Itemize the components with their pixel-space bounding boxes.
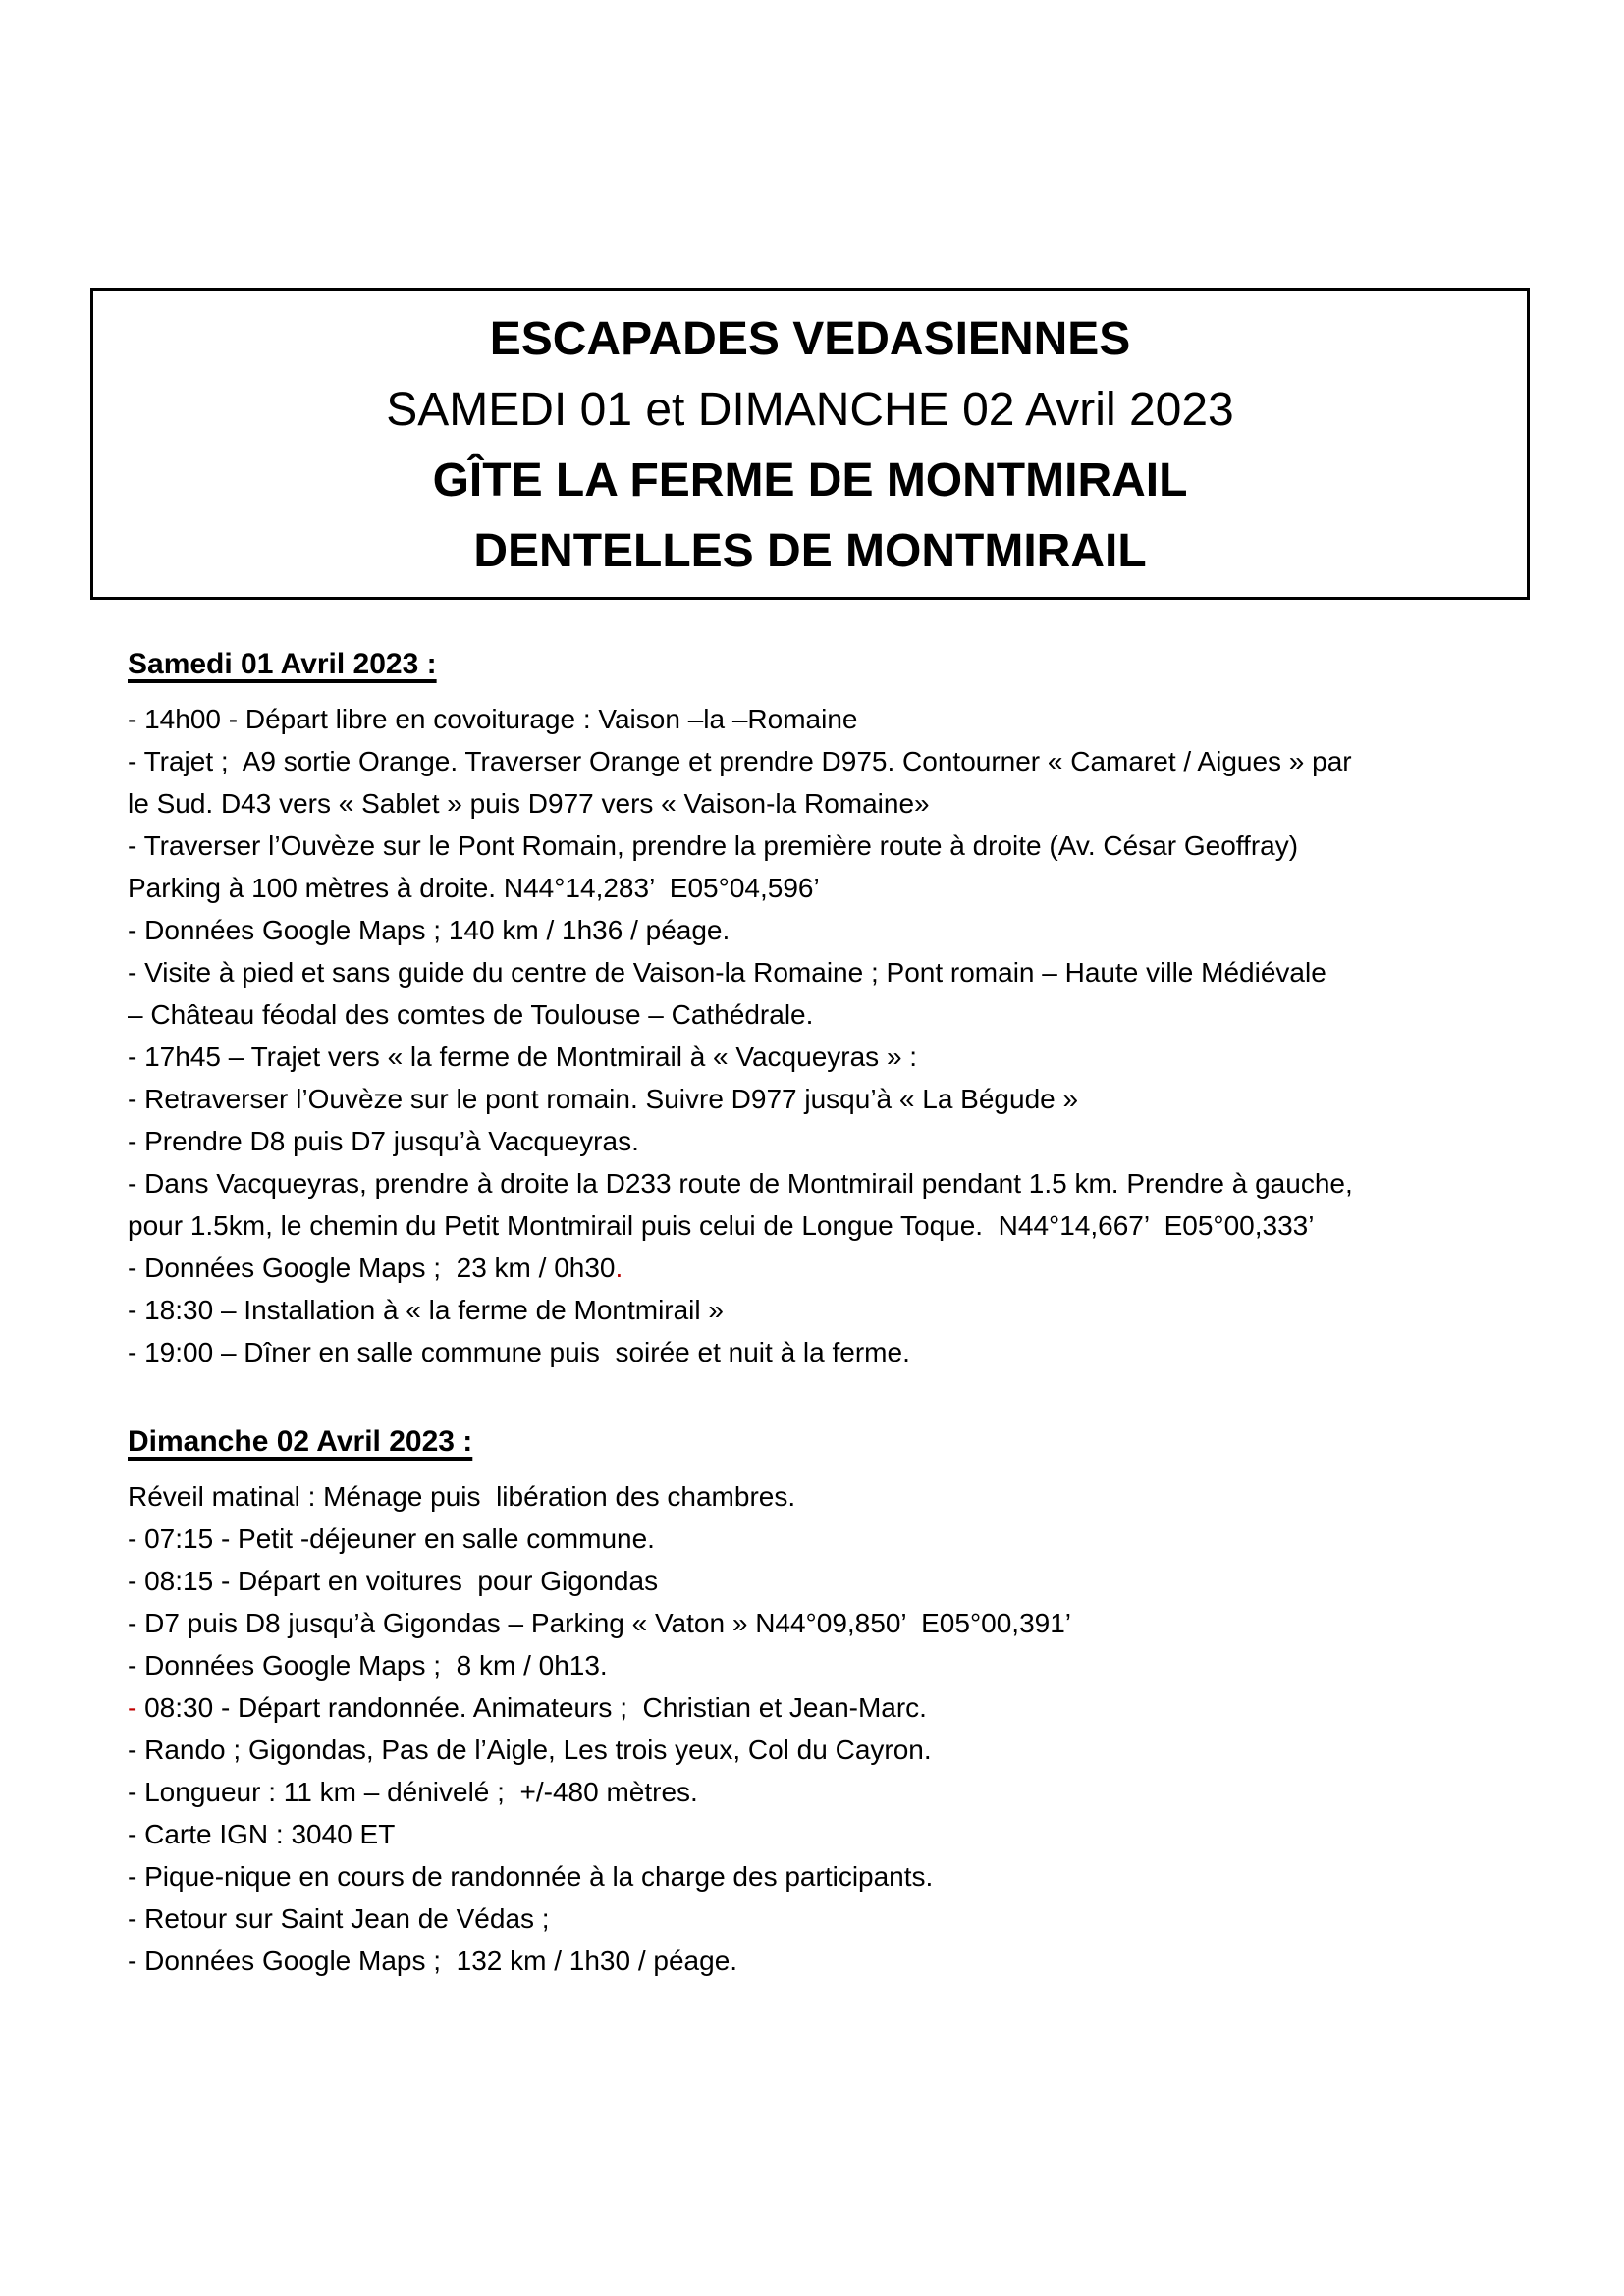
document-line (128, 1162, 1516, 1204)
document-body (128, 643, 1516, 1982)
title-line: ESCAPADES VEDASIENNES (489, 313, 1131, 365)
text-segment: - Pique-nique en cours de randonnée à la charge des participants. (128, 1861, 934, 1892)
text-segment: - Carte IGN : 3040 ET (128, 1819, 396, 1849)
document-line (128, 1518, 1516, 1560)
text-segment: - Données Google Maps ; 140 km / 1h36 / péage. (128, 915, 731, 945)
text-segment: - 14h00 - Départ libre en covoiturage : Vaison –la –Romaine (128, 704, 858, 734)
document-line (128, 782, 1516, 825)
section-heading: Samedi 01 Avril 2023 : (128, 648, 437, 680)
text-segment: - Trajet ; A9 sortie Orange. Traverser Orange et prendre D975. Contourner « Camaret / Aigues » par (128, 746, 1352, 776)
text-segment: - Traverser l’Ouvèze sur le Pont Romain, prendre la première route à droite (Av. César Geoffray) (128, 830, 1299, 861)
text-segment: - Retraverser l’Ouvèze sur le pont romain. Suivre D977 jusqu’à « La Bégude » (128, 1084, 1079, 1114)
document-line (128, 1897, 1516, 1940)
text-segment: - Données Google Maps ; 132 km / 1h30 / péage. (128, 1946, 738, 1976)
text-segment: – Château féodal des comtes de Toulouse – Cathédrale. (128, 999, 814, 1030)
document-line (128, 1120, 1516, 1162)
text-segment: - D7 puis D8 jusqu’à Gigondas – Parking « Vaton » N44°09,850’ E05°00,391’ (128, 1608, 1072, 1638)
text-segment: le Sud. D43 vers « Sablet » puis D977 vers « Vaison-la Romaine» (128, 788, 930, 819)
document-line (128, 867, 1516, 909)
section-heading: Dimanche 02 Avril 2023 : (128, 1425, 473, 1458)
document-line (128, 1602, 1516, 1644)
title-line: SAMEDI 01 et DIMANCHE 02 Avril 2023 (386, 384, 1234, 436)
text-segment: - Dans Vacqueyras, prendre à droite la D233 route de Montmirail pendant 1.5 km. Prendre à gauche, (128, 1168, 1353, 1199)
section (128, 1420, 1516, 1982)
document-line (128, 698, 1516, 740)
text-segment: - 19:00 – Dîner en salle commune puis soirée et nuit à la ferme. (128, 1337, 910, 1367)
document-line (128, 1331, 1516, 1373)
text-segment: Parking à 100 mètres à droite. N44°14,283’ E05°04,596’ (128, 873, 820, 903)
text-segment: - 17h45 – Trajet vers « la ferme de Montmirail à « Vacqueyras » : (128, 1041, 918, 1072)
text-segment: - 07:15 - Petit -déjeuner en salle commune. (128, 1523, 655, 1554)
text-segment: - Données Google Maps ; 23 km / 0h30 (128, 1253, 616, 1283)
title-line: GÎTE LA FERME DE MONTMIRAIL (432, 454, 1188, 507)
title-box (90, 288, 1530, 600)
document-line (128, 1475, 1516, 1518)
document-line (128, 1771, 1516, 1813)
document-line (128, 909, 1516, 951)
document-line (128, 1729, 1516, 1771)
text-segment: 08:30 - Départ randonnée. Animateurs ; Christian et Jean-Marc. (136, 1692, 927, 1723)
text-segment: - 08:15 - Départ en voitures pour Gigondas (128, 1566, 659, 1596)
text-segment: - Retour sur Saint Jean de Védas ; (128, 1903, 550, 1934)
document-line (128, 951, 1516, 993)
section (128, 643, 1516, 1373)
document-line (128, 1686, 1516, 1729)
document-line (128, 1855, 1516, 1897)
text-segment: - Prendre D8 puis D7 jusqu’à Vacqueyras. (128, 1126, 639, 1156)
document-line (128, 1078, 1516, 1120)
document-line (128, 993, 1516, 1036)
document-line (128, 1813, 1516, 1855)
document-line (128, 825, 1516, 867)
document-line (128, 1204, 1516, 1247)
text-segment: - Visite à pied et sans guide du centre de Vaison-la Romaine ; Pont romain – Haute ville Médiévale (128, 957, 1326, 988)
red-text-segment: - (128, 1692, 137, 1723)
red-text-segment: . (615, 1253, 623, 1283)
document-line (128, 1036, 1516, 1078)
document-line (128, 1247, 1516, 1289)
document-line (128, 1644, 1516, 1686)
text-segment: - 18:30 – Installation à « la ferme de Montmirail » (128, 1295, 724, 1325)
text-segment: Réveil matinal : Ménage puis libération des chambres. (128, 1481, 796, 1512)
title-line: DENTELLES DE MONTMIRAIL (473, 525, 1147, 577)
document-line (128, 1289, 1516, 1331)
text-segment: pour 1.5km, le chemin du Petit Montmirail puis celui de Longue Toque. N44°14,667’ E05°00,333’ (128, 1210, 1315, 1241)
text-segment: - Rando ; Gigondas, Pas de l’Aigle, Les trois yeux, Col du Cayron. (128, 1735, 932, 1765)
text-segment: - Données Google Maps ; 8 km / 0h13. (128, 1650, 608, 1681)
document-line (128, 740, 1516, 782)
document-line (128, 1940, 1516, 1982)
text-segment: - Longueur : 11 km – dénivelé ; +/-480 mètres. (128, 1777, 698, 1807)
document-line (128, 1560, 1516, 1602)
